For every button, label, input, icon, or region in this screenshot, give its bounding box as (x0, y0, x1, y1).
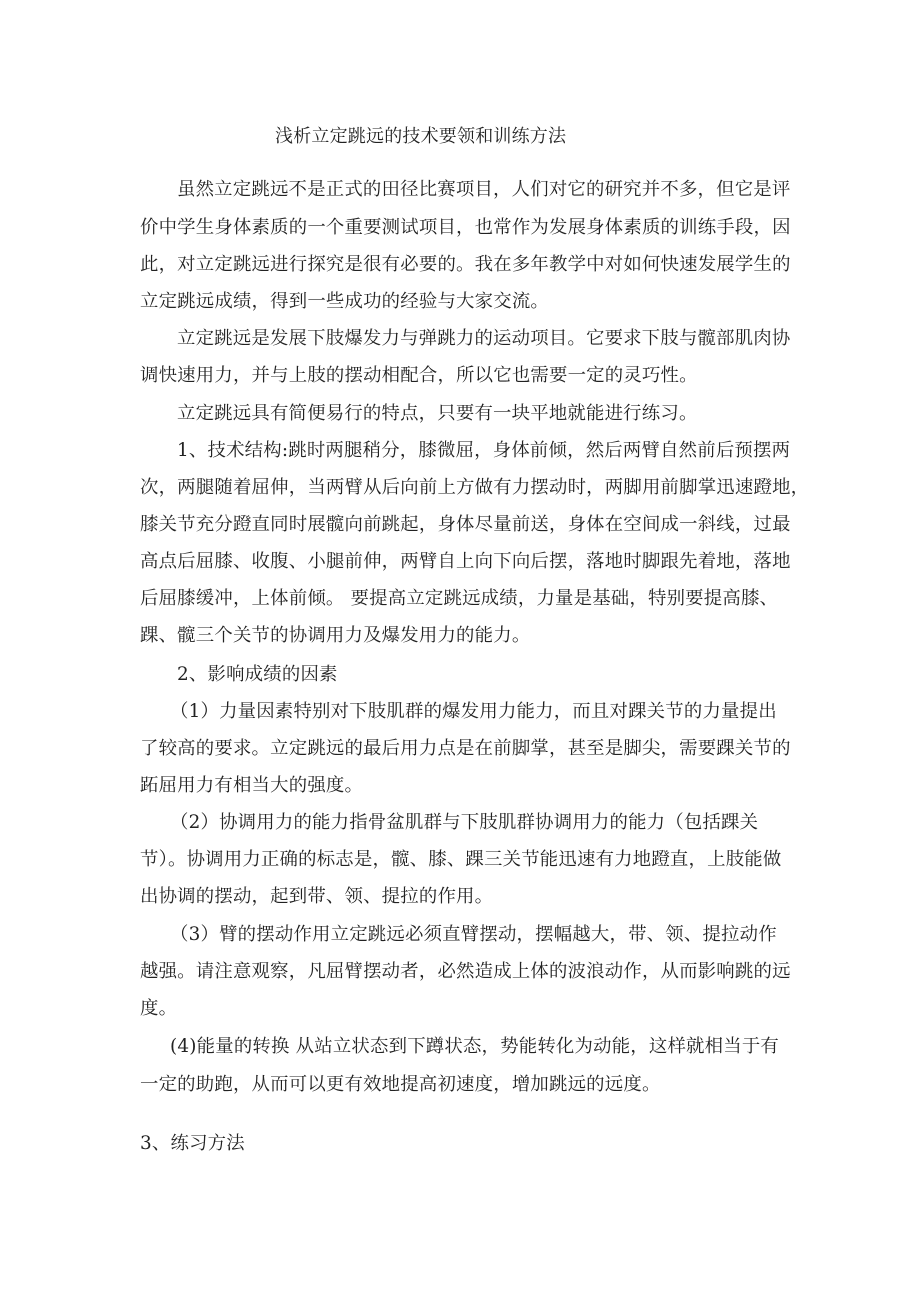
text-line: 出协调的摆动，起到带、领、提拉的作用。 (140, 886, 494, 907)
text-line: 调快速用力，并与上肢的摆动相配合，所以它也需要一定的灵巧性。 (140, 365, 698, 386)
text-line: 后屈膝缓冲，上体前倾。 要提高立定跳远成绩，力量是基础，特别要提高膝、 (140, 588, 779, 609)
text-line: 越强。请注意观察，凡屈臂摆动者，必然造成上体的波浪动作，从而影响跳的远 (140, 961, 791, 982)
text-line: 此，对立定跳远进行探究是很有必要的。我在多年教学中对如何快速发展学生的 (140, 254, 791, 275)
text-line: 节）。协调用力正确的标志是，髋、膝、踝三关节能迅速有力地蹬直，上肢能做 (140, 849, 782, 870)
text-line: 虽然立定跳远不是正式的田径比赛项目，人们对它的研究并不多，但它是评 (177, 179, 791, 200)
text-line: 一定的助跑，从而可以更有效地提高初速度，增加跳远的远度。 (140, 1074, 661, 1095)
text-line: 了较高的要求。立定跳远的最后用力点是在前脚掌，甚至是脚尖，需要踝关节的 (140, 738, 791, 759)
text-line: 立定跳远成绩，得到一些成功的经验与大家交流。 (140, 291, 549, 312)
text-line: 度。 (140, 998, 178, 1019)
text-line: 踝、髋三个关节的协调用力及爆发用力的能力。 (140, 625, 531, 646)
text-line: 跖屈用力有相当大的强度。 (140, 775, 364, 796)
text-line: 1、技术结构:跳时两腿稍分，膝微屈，身体前倾，然后两臂自然前后预摆两 (177, 440, 791, 461)
text-line: 膝关节充分蹬直同时展髋向前跳起，身体尽量前送，身体在空间成一斜线，过最 (140, 514, 791, 535)
text-line: 立定跳远具有简便易行的特点，只要有一块平地就能进行练习。 (177, 403, 698, 424)
section-heading-methods: 3、练习方法 (140, 1133, 245, 1154)
section-heading-factors: 2、影响成绩的因素 (177, 664, 338, 685)
text-line: （3）臂的摆动作用立定跳远必须直臂摆动，摆幅越大，带、领、提拉动作 (170, 924, 777, 945)
text-line: 高点后屈膝、收腹、小腿前伸，两臂自上向下向后摆，落地时脚跟先着地，落地 (140, 551, 791, 572)
text-line: 价中学生身体素质的一个重要测试项目，也常作为发展身体素质的训练手段，因 (140, 217, 791, 238)
text-line: （2）协调用力的能力指骨盆肌群与下肢肌群协调用力的能力（包括踝关 (170, 812, 759, 833)
text-line: 立定跳远是发展下肢爆发力与弹跳力的运动项目。它要求下肢与髋部肌肉协 (177, 328, 791, 349)
document-title: 浅析立定跳远的技术要领和训练方法 (275, 126, 567, 147)
text-line: (4)能量的转换 从站立状态到下蹲状态，势能转化为动能，这样就相当于有 (170, 1036, 780, 1057)
text-line: 次，两腿随着屈伸，当两臂从后向前上方做有力摆动时，两脚用前脚掌迅速蹬地， (140, 477, 810, 498)
text-line: （1）力量因素特别对下肢肌群的爆发用力能力，而且对踝关节的力量提出 (170, 701, 777, 722)
